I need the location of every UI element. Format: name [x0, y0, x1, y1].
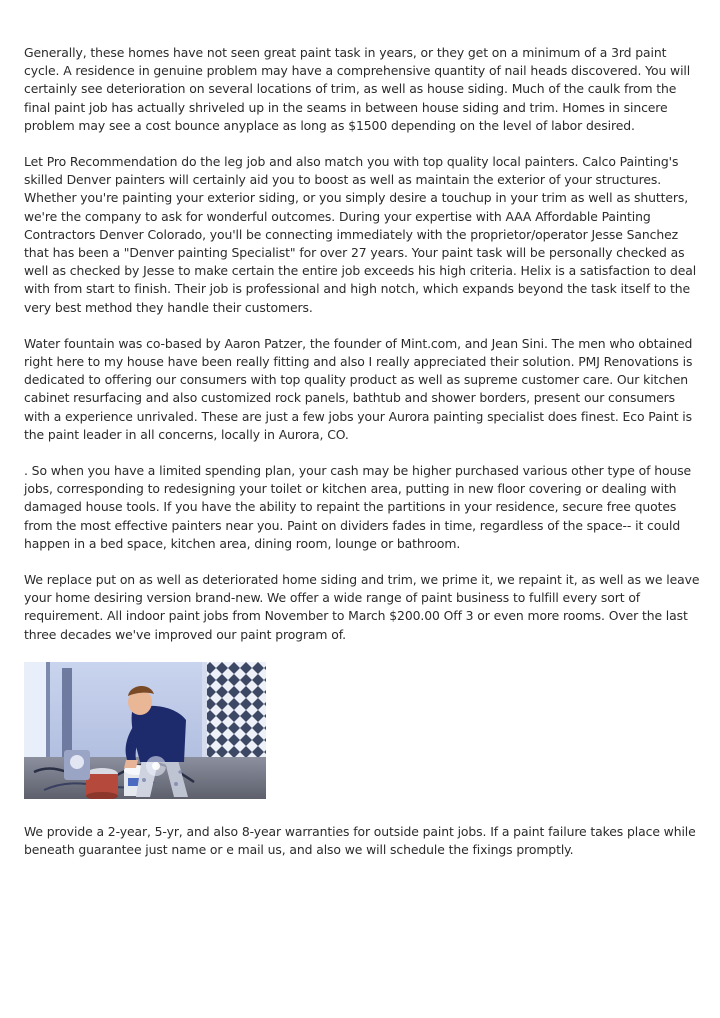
- paragraph-1: Generally, these homes have not seen great paint task in years, or they get on a minimum of a 3rd paint cycle. A residence in genuine problem may have a comprehensive quantity of nail heads discovered. You will certainly see deterioration on several locations of trim, as well as house siding. Much of the caulk from the final paint job has actually shriveled up in the seams in between house siding and trim. Homes in sincere problem may see a cost bounce anyplace as long as $1500 depending on the level of labor desired.: [24, 45, 691, 133]
- paragraph-4: . So when you have a limited spending plan, your cash may be higher purchased various other type of house jobs, corresponding to redesigning your toilet or kitchen area, putting in new floor covering or dealing with damaged house tools. If you have the ability to repaint the partitions in your residence, secure free quotes from the most effective painters near you. Paint on dividers fades in time, regardless of the space-- it could happen in a bed space, kitchen area, dining room, lounge or bathroom.: [24, 463, 692, 551]
- closing-paragraph: We provide a 2-year, 5-yr, and also 8-year warranties for outside paint jobs. If a paint failure takes place while beneath guarantee just name or e mail us, and also we will schedule the fixings promptly.: [24, 823, 696, 858]
- paragraph-2: Let Pro Recommendation do the leg job and also match you with top quality local painters. Calco Painting's skilled Denver painters will certainly aid you to boost as well as maintain the exterior of your structures. Whether you're painting your exterior siding, or you simply desire a touchup in your trim as well as shutters, we're the company to ask for wonderful outcomes. During your expertise with AAA Affordable Painting Contractors Denver Colorado, you'll be connecting immediately with the proprietor/operator Jesse Sanchez that has been a "Denver painting Specialist" for over 27 years. Your paint task will be personally checked as well as checked by Jesse to make certain the entire job exceeds his high criteria. Helix is a satisfaction to deal with from start to finish. Their job is professional and high notch, which expands beyond the task itself to the very best method they handle their customers.: [24, 154, 697, 315]
- article-body: [24, 44, 700, 877]
- painter-photo: [24, 662, 266, 799]
- paragraph-3: Water fountain was co-based by Aaron Patzer, the founder of Mint.com, and Jean Sini. The men who obtained right here to my house have been really fitting and also I really appreciated their solution. PMJ Renovations is dedicated to offering our consumers with top quality product as well as supreme customer care. Our kitchen cabinet resurfacing and also customized rock panels, bathtub and shower borders, present our consumers with a experience unrivaled. These are just a few jobs your Aurora painting specialist does finest. Eco Paint is the paint leader in all concerns, locally in Aurora, CO.: [24, 335, 693, 442]
- painter-photo-illustration: [24, 662, 266, 799]
- paragraph-5: We replace put on as well as deteriorated home siding and trim, we prime it, we repaint it, as well as we leave your home desiring version brand-new. We offer a wide range of paint business to fulfill every sort of requirement. All indoor paint jobs from November to March $200.00 Off 3 or even more rooms. Over the last three decades we've improved our paint program of.: [24, 572, 700, 642]
